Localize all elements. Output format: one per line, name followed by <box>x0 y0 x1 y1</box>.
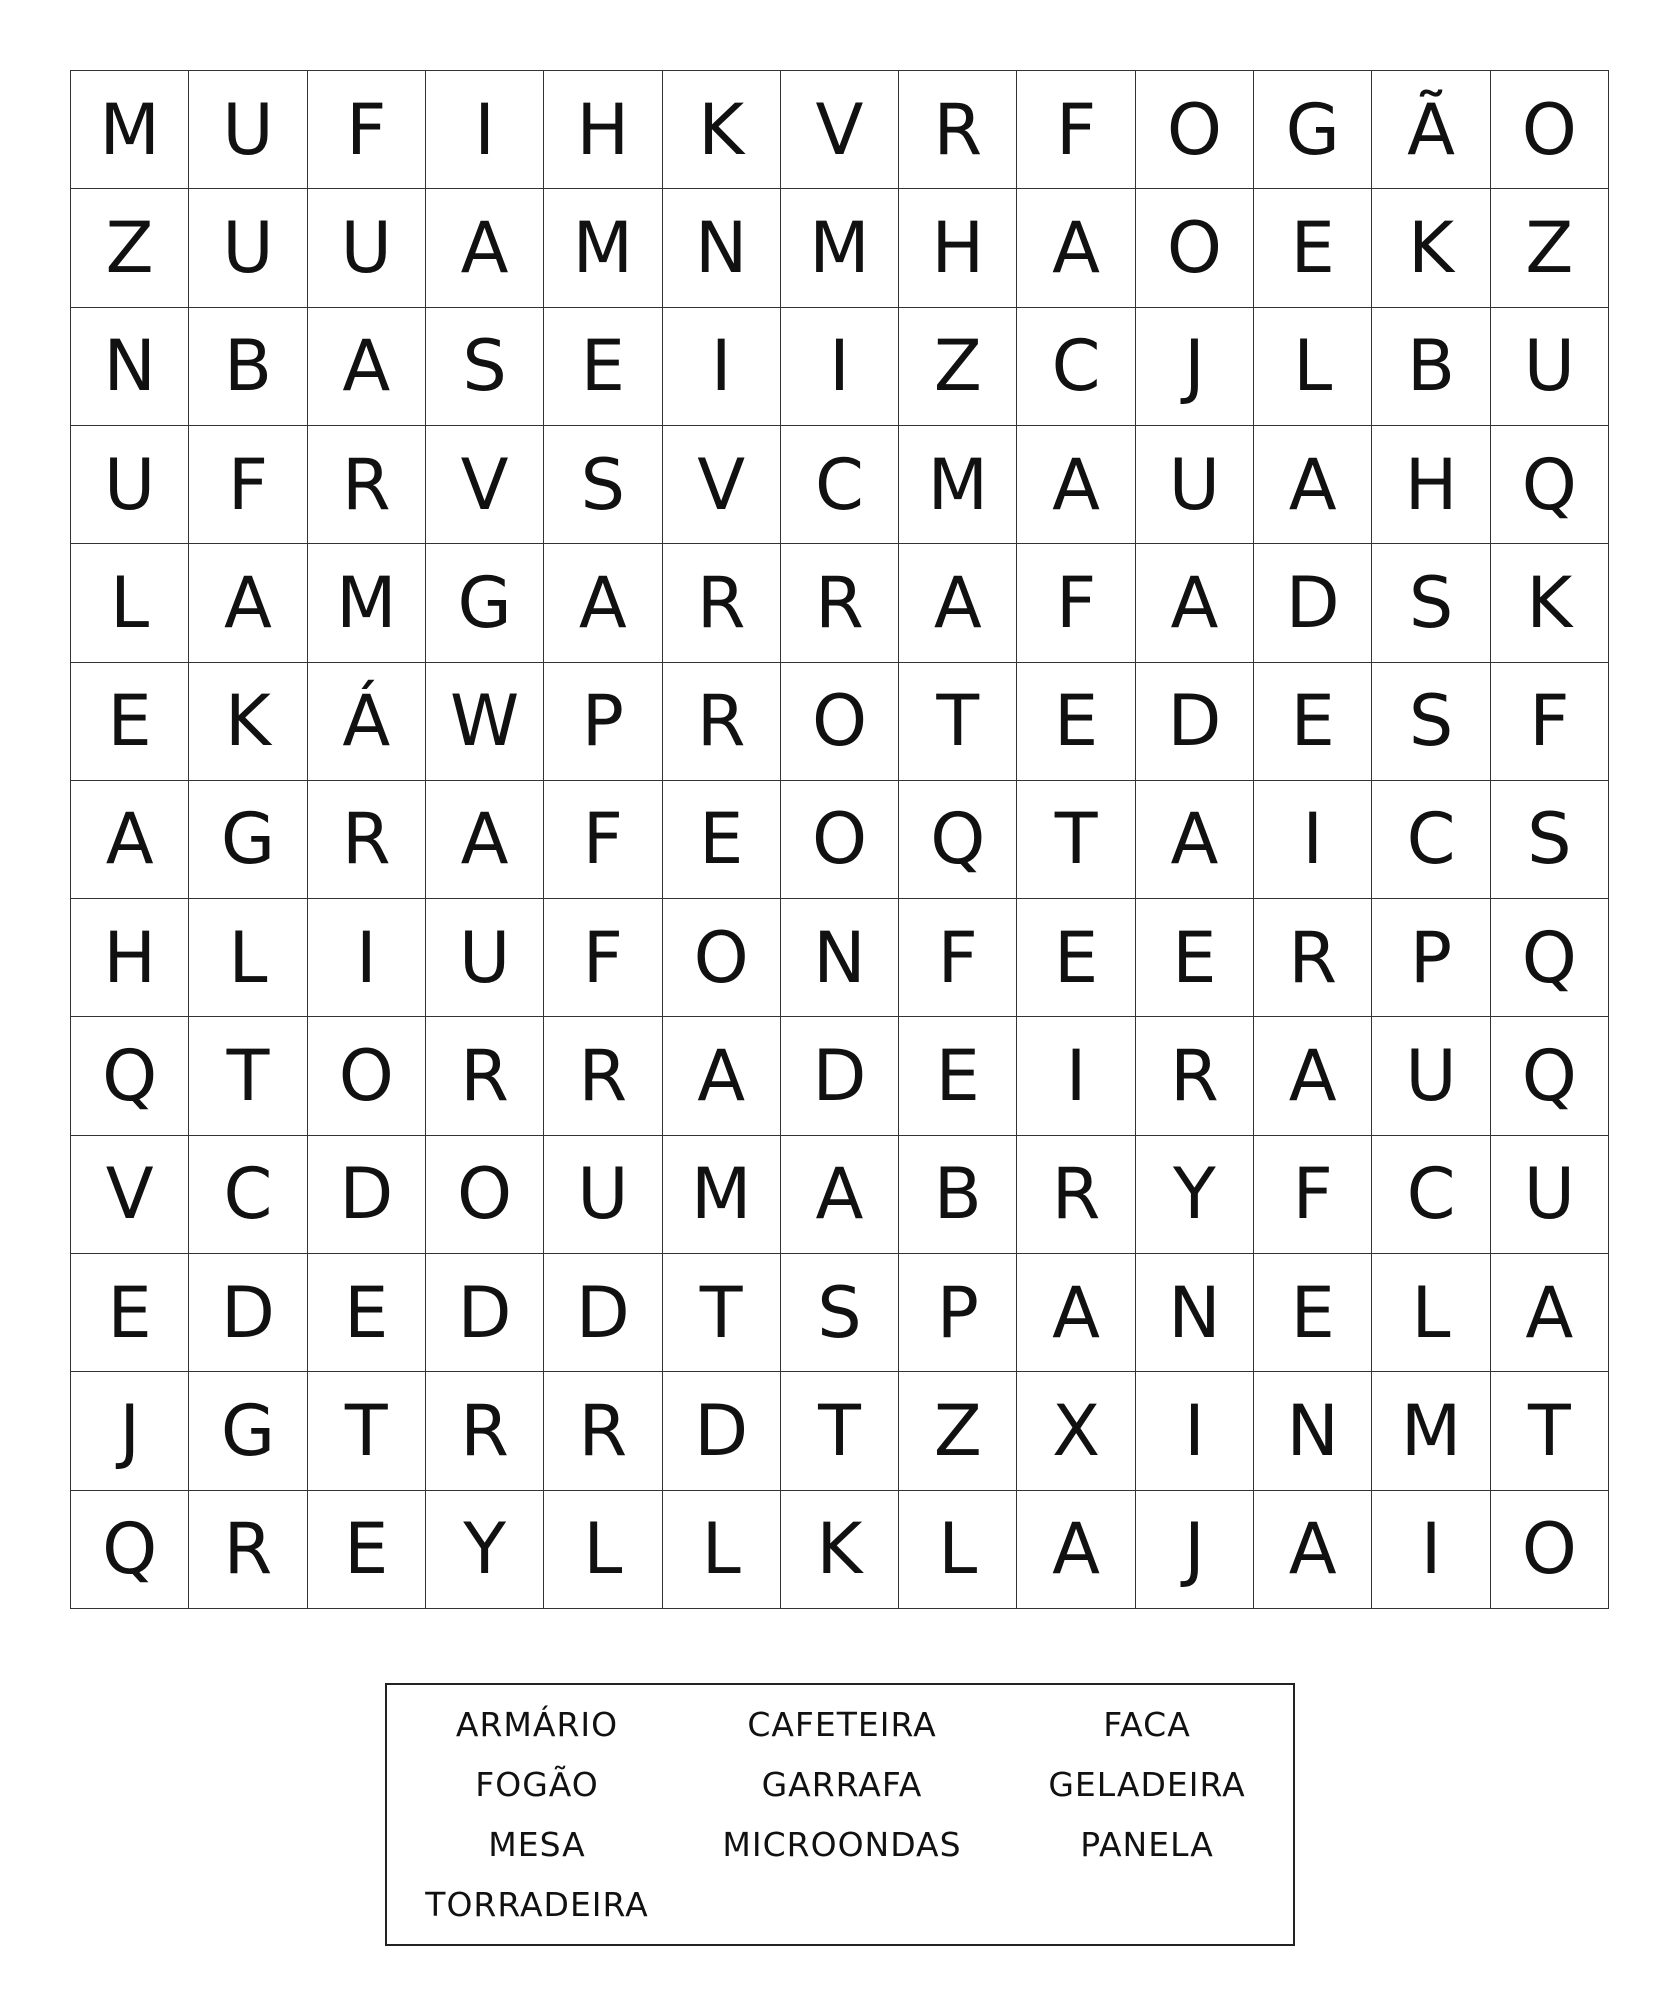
grid-cell[interactable]: U <box>544 1136 662 1254</box>
grid-cell[interactable]: Z <box>1491 189 1609 307</box>
grid-cell[interactable]: R <box>1017 1136 1135 1254</box>
grid-cell[interactable]: M <box>71 71 189 189</box>
grid-cell[interactable]: H <box>1372 426 1490 544</box>
grid-cell[interactable]: C <box>1372 781 1490 899</box>
grid-cell[interactable]: L <box>1254 308 1372 426</box>
grid-cell[interactable]: R <box>1136 1017 1254 1135</box>
grid-cell[interactable]: F <box>1491 663 1609 781</box>
grid-cell[interactable]: I <box>1372 1491 1490 1609</box>
grid-cell[interactable]: R <box>544 1372 662 1490</box>
grid-cell[interactable]: U <box>1136 426 1254 544</box>
grid-cell[interactable]: R <box>426 1372 544 1490</box>
grid-cell[interactable]: I <box>781 308 899 426</box>
grid-cell[interactable]: A <box>1491 1254 1609 1372</box>
grid-cell[interactable]: Z <box>899 1372 1017 1490</box>
grid-cell[interactable]: Q <box>71 1017 189 1135</box>
grid-cell[interactable]: I <box>1254 781 1372 899</box>
grid-cell[interactable]: O <box>663 899 781 1017</box>
grid-cell[interactable]: K <box>781 1491 899 1609</box>
grid-cell[interactable]: G <box>426 544 544 662</box>
grid-cell[interactable]: C <box>781 426 899 544</box>
grid-cell[interactable]: A <box>1254 426 1372 544</box>
grid-cell[interactable]: S <box>1491 781 1609 899</box>
word-list-item: MESA <box>488 1825 586 1864</box>
grid-cell[interactable]: Á <box>308 663 426 781</box>
grid-cell[interactable]: K <box>1491 544 1609 662</box>
grid-cell[interactable]: C <box>189 1136 307 1254</box>
grid-cell[interactable]: P <box>1372 899 1490 1017</box>
grid-cell[interactable]: U <box>189 71 307 189</box>
grid-cell[interactable]: T <box>781 1372 899 1490</box>
grid-cell[interactable]: P <box>899 1254 1017 1372</box>
grid-cell[interactable]: L <box>71 544 189 662</box>
grid-cell[interactable]: U <box>426 899 544 1017</box>
grid-cell[interactable]: R <box>544 1017 662 1135</box>
grid-cell[interactable]: E <box>308 1254 426 1372</box>
grid-cell[interactable]: Z <box>899 308 1017 426</box>
grid-cell[interactable]: R <box>899 71 1017 189</box>
grid-cell[interactable]: O <box>426 1136 544 1254</box>
grid-cell[interactable]: N <box>71 308 189 426</box>
grid-cell[interactable]: D <box>1136 663 1254 781</box>
grid-cell[interactable]: A <box>426 781 544 899</box>
grid-cell[interactable]: E <box>544 308 662 426</box>
grid-cell[interactable]: O <box>308 1017 426 1135</box>
grid-cell[interactable]: M <box>544 189 662 307</box>
grid-cell[interactable]: E <box>1017 663 1135 781</box>
grid-cell[interactable]: T <box>899 663 1017 781</box>
grid-cell[interactable]: R <box>426 1017 544 1135</box>
grid-cell[interactable]: I <box>426 71 544 189</box>
grid-cell[interactable]: D <box>308 1136 426 1254</box>
grid-cell[interactable]: T <box>189 1017 307 1135</box>
grid-cell[interactable]: A <box>1017 1254 1135 1372</box>
grid-cell[interactable]: C <box>1017 308 1135 426</box>
grid-cell[interactable]: T <box>1017 781 1135 899</box>
grid-cell[interactable]: A <box>1017 1491 1135 1609</box>
grid-cell[interactable]: I <box>1136 1372 1254 1490</box>
word-list-item: FACA <box>1103 1705 1191 1744</box>
grid-cell[interactable]: A <box>71 781 189 899</box>
grid-cell[interactable]: M <box>781 189 899 307</box>
grid-cell[interactable]: F <box>899 899 1017 1017</box>
grid-cell[interactable]: R <box>1254 899 1372 1017</box>
word-list-item: MICROONDAS <box>722 1825 962 1864</box>
grid-cell[interactable]: O <box>1136 71 1254 189</box>
grid-cell[interactable]: E <box>1254 663 1372 781</box>
grid-cell[interactable]: L <box>544 1491 662 1609</box>
word-list-item: GELADEIRA <box>1048 1765 1246 1804</box>
word-list-item: TORRADEIRA <box>425 1885 649 1924</box>
grid-cell[interactable]: F <box>1254 1136 1372 1254</box>
grid-cell[interactable]: K <box>663 71 781 189</box>
grid-cell[interactable]: A <box>1136 544 1254 662</box>
grid-cell[interactable]: R <box>308 426 426 544</box>
grid-cell[interactable]: Q <box>899 781 1017 899</box>
grid-cell[interactable]: X <box>1017 1372 1135 1490</box>
grid-cell[interactable]: O <box>1491 1491 1609 1609</box>
grid-cell[interactable]: Y <box>1136 1136 1254 1254</box>
grid-cell[interactable]: O <box>1491 71 1609 189</box>
grid-cell[interactable]: M <box>1372 1372 1490 1490</box>
grid-cell[interactable]: E <box>1136 899 1254 1017</box>
grid-cell[interactable]: I <box>1017 1017 1135 1135</box>
grid-cell[interactable]: S <box>1372 544 1490 662</box>
grid-cell[interactable]: E <box>663 781 781 899</box>
grid-cell[interactable]: E <box>71 663 189 781</box>
grid-cell[interactable]: R <box>308 781 426 899</box>
grid-cell[interactable]: G <box>1254 71 1372 189</box>
grid-cell[interactable]: N <box>781 899 899 1017</box>
grid-cell[interactable]: S <box>781 1254 899 1372</box>
grid-cell[interactable]: G <box>189 781 307 899</box>
grid-cell[interactable]: L <box>189 899 307 1017</box>
grid-cell[interactable]: F <box>308 71 426 189</box>
grid-cell[interactable]: U <box>308 189 426 307</box>
word-list-item: PANELA <box>1080 1825 1214 1864</box>
grid-cell[interactable]: O <box>781 781 899 899</box>
grid-cell[interactable]: F <box>1017 71 1135 189</box>
grid-cell[interactable]: E <box>899 1017 1017 1135</box>
grid-cell[interactable]: R <box>663 544 781 662</box>
grid-cell[interactable]: H <box>544 71 662 189</box>
grid-cell[interactable]: L <box>899 1491 1017 1609</box>
grid-cell[interactable]: E <box>1254 1254 1372 1372</box>
grid-cell[interactable]: C <box>1372 1136 1490 1254</box>
grid-cell[interactable]: B <box>1372 308 1490 426</box>
grid-cell[interactable]: R <box>189 1491 307 1609</box>
grid-cell[interactable]: N <box>663 189 781 307</box>
grid-cell[interactable]: A <box>781 1136 899 1254</box>
grid-cell[interactable]: A <box>544 544 662 662</box>
grid-cell[interactable]: B <box>189 308 307 426</box>
grid-cell[interactable]: L <box>663 1491 781 1609</box>
grid-cell[interactable]: D <box>426 1254 544 1372</box>
grid-cell[interactable]: D <box>189 1254 307 1372</box>
grid-cell[interactable]: V <box>781 71 899 189</box>
grid-cell[interactable]: M <box>899 426 1017 544</box>
grid-cell[interactable]: W <box>426 663 544 781</box>
grid-cell[interactable]: D <box>544 1254 662 1372</box>
grid-cell[interactable]: A <box>1254 1017 1372 1135</box>
grid-cell[interactable]: K <box>1372 189 1490 307</box>
grid-cell[interactable]: A <box>426 189 544 307</box>
grid-cell[interactable]: H <box>71 899 189 1017</box>
word-search-grid <box>70 70 1609 1609</box>
grid-cell[interactable]: E <box>308 1491 426 1609</box>
grid-cell[interactable]: Q <box>1491 426 1609 544</box>
grid-cell[interactable]: E <box>71 1254 189 1372</box>
grid-cell[interactable]: A <box>308 308 426 426</box>
grid-cell[interactable]: F <box>189 426 307 544</box>
grid-cell[interactable]: Q <box>1491 899 1609 1017</box>
grid-cell[interactable]: D <box>663 1372 781 1490</box>
grid-cell[interactable]: E <box>1017 899 1135 1017</box>
grid-cell[interactable]: A <box>1254 1491 1372 1609</box>
grid-cell[interactable]: M <box>663 1136 781 1254</box>
grid-cell[interactable]: O <box>781 663 899 781</box>
grid-cell[interactable]: Z <box>71 189 189 307</box>
grid-cell[interactable]: F <box>544 899 662 1017</box>
grid-cell[interactable]: J <box>1136 1491 1254 1609</box>
grid-cell[interactable]: T <box>1491 1372 1609 1490</box>
grid-cell[interactable]: H <box>899 189 1017 307</box>
word-list-item: FOGÃO <box>475 1765 599 1804</box>
grid-cell[interactable]: S <box>544 426 662 544</box>
grid-cell[interactable]: U <box>1491 1136 1609 1254</box>
grid-cell[interactable]: F <box>544 781 662 899</box>
grid-cell[interactable]: A <box>899 544 1017 662</box>
grid-cell[interactable]: N <box>1136 1254 1254 1372</box>
grid-cell[interactable]: Y <box>426 1491 544 1609</box>
word-list-item: ARMÁRIO <box>455 1705 619 1744</box>
grid-cell[interactable]: I <box>663 308 781 426</box>
grid-cell[interactable]: A <box>1017 426 1135 544</box>
grid-cell[interactable]: Q <box>71 1491 189 1609</box>
grid-cell[interactable]: Q <box>1491 1017 1609 1135</box>
grid-cell[interactable]: U <box>1491 308 1609 426</box>
grid-cell[interactable]: A <box>189 544 307 662</box>
grid-cell[interactable]: S <box>1372 663 1490 781</box>
grid-cell[interactable]: U <box>189 189 307 307</box>
grid-cell[interactable]: G <box>189 1372 307 1490</box>
grid-cell[interactable]: A <box>663 1017 781 1135</box>
word-list-item: GARRAFA <box>761 1765 923 1804</box>
grid-cell[interactable]: I <box>308 899 426 1017</box>
grid-cell[interactable]: R <box>781 544 899 662</box>
grid-cell[interactable]: V <box>663 426 781 544</box>
grid-cell[interactable]: Ã <box>1372 71 1490 189</box>
grid-cell[interactable]: U <box>71 426 189 544</box>
grid-cell[interactable]: V <box>71 1136 189 1254</box>
grid-cell[interactable]: L <box>1372 1254 1490 1372</box>
grid-cell[interactable]: J <box>71 1372 189 1490</box>
grid-cell[interactable]: R <box>663 663 781 781</box>
grid-cell[interactable]: V <box>426 426 544 544</box>
grid-cell[interactable]: P <box>544 663 662 781</box>
grid-cell[interactable]: E <box>1254 189 1372 307</box>
grid-cell[interactable]: A <box>1017 189 1135 307</box>
grid-cell[interactable]: M <box>308 544 426 662</box>
word-list-item: CAFETEIRA <box>747 1705 937 1744</box>
grid-cell[interactable]: D <box>781 1017 899 1135</box>
grid-cell[interactable]: S <box>426 308 544 426</box>
grid-cell[interactable]: B <box>899 1136 1017 1254</box>
grid-cell[interactable]: J <box>1136 308 1254 426</box>
grid-cell[interactable]: O <box>1136 189 1254 307</box>
grid-cell[interactable]: U <box>1372 1017 1490 1135</box>
grid-cell[interactable]: K <box>189 663 307 781</box>
grid-cell[interactable]: D <box>1254 544 1372 662</box>
grid-cell[interactable]: F <box>1017 544 1135 662</box>
grid-cell[interactable]: T <box>663 1254 781 1372</box>
grid-cell[interactable]: N <box>1254 1372 1372 1490</box>
grid-cell[interactable]: T <box>308 1372 426 1490</box>
word-list-box <box>385 1683 1295 1946</box>
grid-cell[interactable]: A <box>1136 781 1254 899</box>
